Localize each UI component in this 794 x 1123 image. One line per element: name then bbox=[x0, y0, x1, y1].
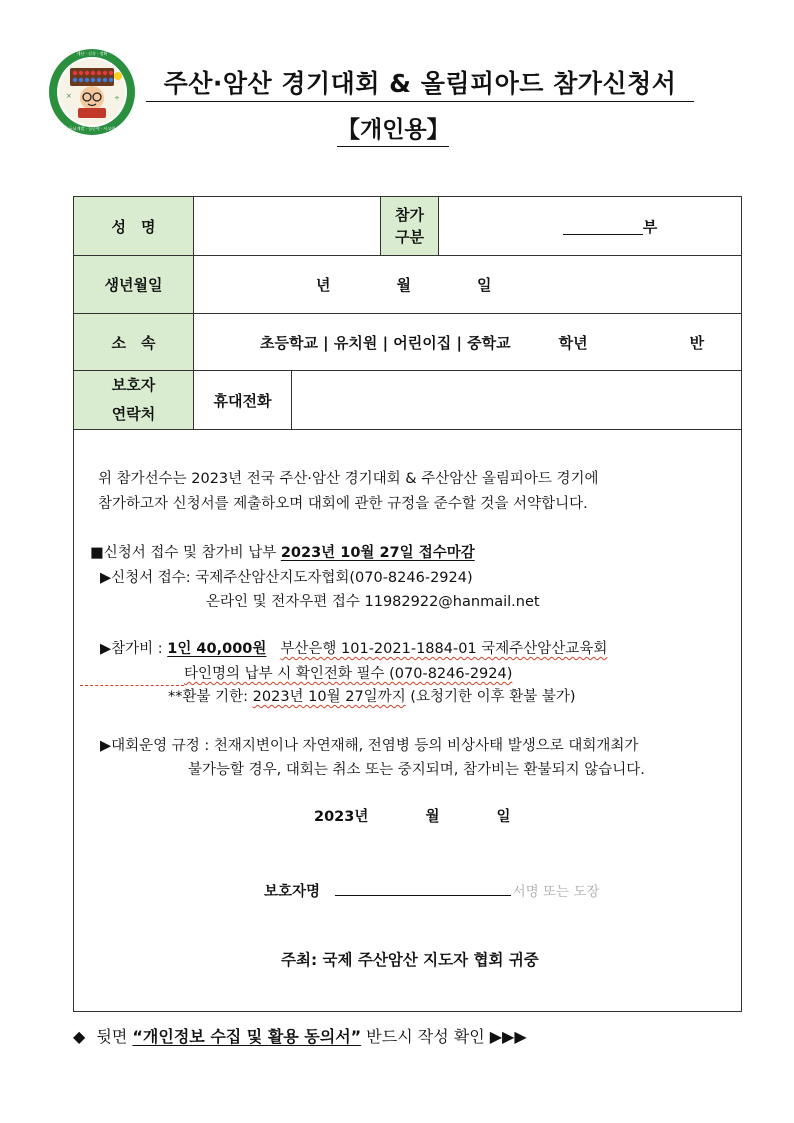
refund-line bbox=[168, 686, 576, 708]
sign-hint: 서명 또는 도장 bbox=[512, 884, 600, 900]
guardian-sign-label: 보호자명 bbox=[264, 884, 321, 900]
affiliation-label: 소 속 bbox=[74, 314, 194, 370]
guardian-label-line2: 연락처 bbox=[111, 405, 156, 423]
diamond-bullet-icon: ◆ bbox=[73, 1027, 86, 1046]
birth-input[interactable] bbox=[194, 256, 741, 313]
association-logo bbox=[48, 48, 136, 136]
reception-line-1: ▶신청서 접수: 국제주산암산지도자협회(070-8246-2924) bbox=[100, 570, 473, 586]
class-label: 반 bbox=[689, 333, 705, 352]
application-form bbox=[73, 196, 742, 1012]
sign-date-year: 2023년 bbox=[314, 809, 369, 825]
guardian-label-line1: 보호자 bbox=[111, 376, 156, 394]
fee-account: 부산은행 101-2021-1884-01 국제주산암산교육회 bbox=[280, 641, 608, 657]
birth-label: 생년월일 bbox=[74, 256, 194, 313]
guardian-sign-input[interactable] bbox=[335, 877, 511, 896]
deadline-prefix: ■신청서 접수 및 참가비 납부 bbox=[90, 545, 281, 561]
footer-consent-title: “개인정보 수집 및 활용 동의서” bbox=[132, 1027, 362, 1046]
sign-date-day: 일 bbox=[496, 809, 511, 825]
pledge-line-2: 참가하고자 신청서를 제출하오며 대회에 관한 규정을 준수할 것을 서약합니다. bbox=[98, 496, 588, 512]
affiliation-row bbox=[74, 314, 741, 371]
page-title: 주산·암산 경기대회 & 올림피아드 참가신청서 bbox=[146, 68, 694, 102]
name-input[interactable] bbox=[194, 197, 381, 255]
fee-note: 타인명의 납부 시 확인전화 필수 (070-8246-2924) bbox=[184, 666, 513, 682]
host-line: 주최: 국제 주산암산 지도자 협회 귀중 bbox=[281, 951, 539, 969]
deadline-line bbox=[90, 542, 475, 564]
reception-line-2: 온라인 및 전자우편 접수 11982922@hanmail.net bbox=[206, 594, 540, 610]
deadline-date: 2023년 10월 27일 접수마감 bbox=[280, 545, 475, 561]
fee-amount: 1인 40,000원 bbox=[167, 641, 267, 657]
category-label bbox=[381, 197, 439, 255]
grade-label: 학년 bbox=[558, 333, 588, 352]
birth-row bbox=[74, 256, 741, 314]
name-row bbox=[74, 197, 741, 256]
sign-date-month: 월 bbox=[425, 809, 440, 825]
rules-line-1: ▶대회운영 규정 : 천재지변이나 자연재해, 전염병 등의 비상사태 발생으로 대회개최가 bbox=[100, 738, 639, 754]
category-suffix: 부 bbox=[642, 217, 658, 236]
logo-ring-text-bottom: 두뇌개발 · 집중력 · 사고력 bbox=[68, 126, 116, 131]
category-label-line2: 구분 bbox=[395, 228, 424, 246]
sign-date bbox=[314, 806, 511, 828]
footer-prefix: 뒷면 bbox=[96, 1027, 133, 1046]
guardian-row bbox=[74, 371, 741, 430]
refund-prefix: **환불 기한: bbox=[168, 689, 253, 705]
refund-date: 2023년 10월 27일까지 bbox=[252, 689, 406, 705]
logo-ring-text-top: 계산 · 신속 · 정확 bbox=[76, 51, 108, 56]
phone-input[interactable] bbox=[292, 371, 741, 429]
name-label: 성 명 bbox=[74, 197, 194, 255]
phone-label: 휴대전화 bbox=[194, 371, 292, 429]
fee-line bbox=[100, 638, 607, 660]
rules-line-2: 불가능할 경우, 대회는 취소 또는 중지되며, 참가비는 환불되지 않습니다. bbox=[188, 762, 645, 778]
fee-prefix: ▶참가비 : bbox=[100, 641, 168, 657]
guardian-signature bbox=[264, 877, 599, 903]
affiliation-input[interactable] bbox=[194, 314, 741, 370]
svg-text:÷: ÷ bbox=[114, 94, 120, 102]
fee-note-underline bbox=[80, 679, 184, 686]
birth-month-label: 월 bbox=[396, 276, 411, 294]
footer-arrow-icons: ▶▶▶ bbox=[489, 1027, 527, 1046]
birth-day-label: 일 bbox=[477, 276, 492, 294]
school-options: 초등학교 | 유치원 | 어린이집 | 중학교 bbox=[260, 333, 511, 352]
footer-notice bbox=[73, 1024, 527, 1047]
birth-year-label: 년 bbox=[316, 276, 331, 294]
footer-suffix: 반드시 작성 확인 bbox=[361, 1027, 490, 1046]
category-input[interactable] bbox=[439, 197, 741, 255]
page-subtitle: 【개인용】 bbox=[337, 114, 449, 147]
refund-suffix: (요청기한 이후 환불 불가) bbox=[405, 689, 576, 705]
category-label-line1: 참가 bbox=[395, 206, 424, 224]
guardian-label bbox=[74, 371, 194, 429]
svg-text:×: × bbox=[66, 92, 72, 100]
pledge-line-1: 위 참가선수는 2023년 전국 주산·암산 경기대회 & 주산암산 올림피아드 경기에 bbox=[98, 471, 599, 487]
